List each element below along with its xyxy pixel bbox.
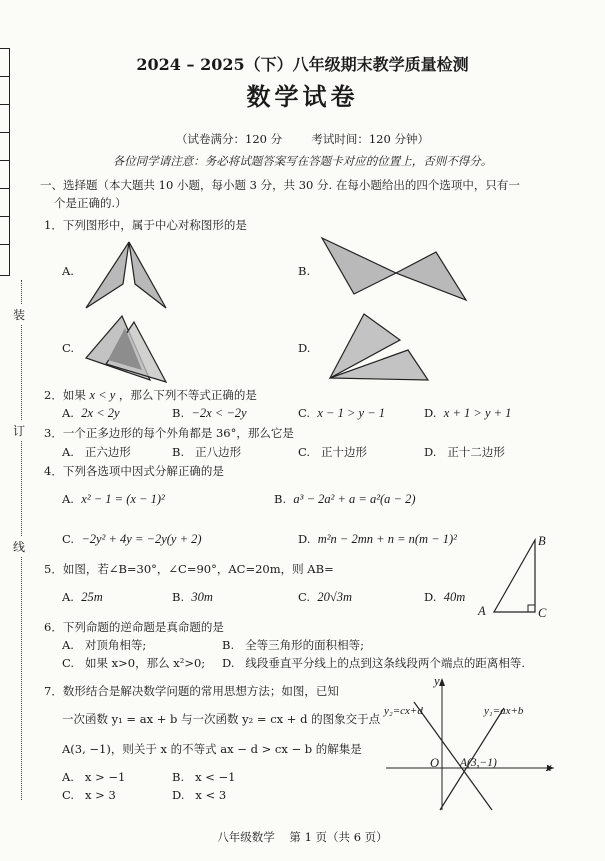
q1-option-d-label: D. <box>298 341 311 355</box>
q5-option-d <box>424 590 465 604</box>
q4-option-a <box>62 492 165 506</box>
q4-option-a-value: x² − 1 = (x − 1)² <box>81 492 165 506</box>
q7-origin-label: O <box>430 756 440 770</box>
q5-option-b-value: 30m <box>191 590 213 604</box>
q7-line3: A(3, −1)，则关于 x 的不等式 ax − d > cx − b 的解集是 <box>62 742 362 756</box>
q4-stem: 4．下列各选项中因式分解正确的是 <box>44 464 224 478</box>
q5-option-b-label: B. <box>172 590 185 604</box>
q7-y1-label: y₁=ax+b <box>484 705 524 717</box>
q1-figure-b <box>318 236 472 304</box>
q7-option-c: C. x > 3 <box>62 788 116 802</box>
q2-option-c-value: x − 1 > y − 1 <box>317 406 386 420</box>
q6-option-d: D. 线段垂直平分线上的点到这条线段两个端点的距离相等. <box>222 656 526 670</box>
q3-option-d: D. 正十二边形 <box>424 445 505 459</box>
q7-line1: 7．数形结合是解决数学问题的常用思想方法；如图，已知 <box>44 684 339 698</box>
q2-option-d-label: D. <box>424 406 437 420</box>
q4-option-d-label: D. <box>298 532 311 546</box>
q5-option-d-label: D. <box>424 590 437 604</box>
q5-option-d-value: 40m <box>443 590 466 604</box>
q4-option-d-value: m²n − 2mn + n = n(m − 1)² <box>317 532 457 546</box>
q5-option-c <box>298 590 352 604</box>
q3-option-a: A. 正六边形 <box>62 445 131 459</box>
q7-option-a: A. x > −1 <box>62 770 126 784</box>
section1-line2: 个是正确的.） <box>54 196 127 210</box>
q7-line2: 一次函数 y₁ = ax + b 与一次函数 y₂ = cx + d 的图象交于点 <box>62 712 381 726</box>
q1a-left-wing <box>86 242 129 308</box>
notice: 各位同学请注意：务必将试题答案写在答题卡对应的位置上，否则不得分。 <box>112 154 493 168</box>
q3-stem: 3．一个正多边形的每个外角都是 36°，那么它是 <box>44 426 294 440</box>
q4-option-c-label: C. <box>62 532 75 546</box>
q4-option-b-value: a³ − 2a² + a = a²(a − 2) <box>293 492 416 506</box>
q1-figure-c <box>84 314 176 386</box>
q6-option-a: A. 对顶角相等; <box>62 638 147 652</box>
q1-option-c-label: C. <box>62 341 75 355</box>
q7-option-b: B. x < −1 <box>172 770 236 784</box>
q2-option-a-label: A. <box>62 406 74 420</box>
q2-option-b-label: B. <box>172 406 185 420</box>
q1-option-a-label: A. <box>62 264 74 278</box>
q2-stem-pre: 2．如果 <box>44 388 86 402</box>
q4-option-b-label: B. <box>274 492 287 506</box>
q5-right-angle-mark <box>528 605 535 612</box>
q2-stem-condition: x < y <box>89 388 116 402</box>
q2-stem <box>44 388 257 402</box>
binding-row <box>0 216 9 217</box>
q5-option-a-label: A. <box>62 590 74 604</box>
q1-option-b-label: B. <box>298 264 311 278</box>
exam-title: 2024 – 2025（下）八年级期末教学质量检测 <box>136 55 469 74</box>
q7-y-label: y <box>434 674 440 688</box>
q2-option-c <box>298 406 385 420</box>
q2-option-a <box>62 406 120 420</box>
q1-figure-a <box>84 240 174 312</box>
q7-option-d: D. x < 3 <box>172 788 227 802</box>
subject-title: 数学试卷 <box>246 82 359 111</box>
q4-option-b <box>274 492 415 506</box>
q4-option-c-value: −2y² + 4y = −2y(y + 2) <box>81 532 202 546</box>
q2-option-b-value: −2x < −2y <box>191 406 247 420</box>
q6-stem: 6．下列命题的逆命题是真命题的是 <box>44 620 224 634</box>
q5-option-c-label: C. <box>298 590 311 604</box>
q5-vertex-b: B <box>538 534 546 548</box>
q7-point-label: A(3,−1) <box>460 757 497 769</box>
q5-option-b <box>172 590 213 604</box>
q5-stem: 5．如图，若∠B=30°，∠C=90°，AC=20m，则 AB= <box>44 562 334 576</box>
q1-stem: 1．下列图形中，属于中心对称图形的是 <box>44 218 247 232</box>
q5-triangle <box>494 540 535 612</box>
binding-char-ding: 订 <box>13 420 25 441</box>
q1a-right-wing <box>129 242 166 308</box>
q2-option-c-label: C. <box>298 406 311 420</box>
q4-option-c <box>62 532 202 546</box>
q2-option-a-value: 2x < 2y <box>81 406 120 420</box>
binding-row <box>0 188 9 189</box>
q6-option-c: C. 如果 x>0，那么 x²>0; <box>62 656 206 670</box>
binding-row <box>0 244 9 245</box>
q1b-right-triangle <box>396 252 466 300</box>
q7-x-label: x <box>546 760 552 774</box>
binding-row <box>0 76 9 77</box>
page-footer: 八年级数学 第 1 页（共 6 页） <box>217 830 388 844</box>
q5-option-c-value: 20√3m <box>317 590 352 604</box>
section1-line1: 一、选择题（本大题共 10 小题，每小题 3 分，共 30 分. 在每小题给出的四个选项中，只有一 <box>40 178 520 192</box>
q2-option-d <box>424 406 511 420</box>
q2-option-d-value: x + 1 > y + 1 <box>443 406 512 420</box>
binding-row <box>0 104 9 105</box>
q4-option-d <box>298 532 457 546</box>
exam-meta: （试卷满分：120 分 考试时间：120 分钟） <box>176 132 429 146</box>
binding-char-zhuang: 装 <box>13 304 25 325</box>
q2-option-b <box>172 406 247 420</box>
q1b-left-triangle <box>322 238 396 294</box>
q2-stem-post: ，那么下列不等式正确的是 <box>118 388 257 402</box>
q5-option-a-value: 25m <box>81 590 103 604</box>
q3-option-b: B. 正八边形 <box>172 445 242 459</box>
q3-option-c: C. 正十边形 <box>298 445 368 459</box>
q6-option-b: B. 全等三角形的面积相等; <box>222 638 364 652</box>
q1-figure-d <box>316 312 434 388</box>
q5-vertex-a: A <box>478 604 486 618</box>
q7-function-graph <box>380 672 560 814</box>
q5-option-a <box>62 590 103 604</box>
q4-option-a-label: A. <box>62 492 74 506</box>
binding-char-xian: 线 <box>13 536 25 557</box>
q5-vertex-c: C <box>538 606 547 620</box>
q7-y2-label: y₂=cx+d <box>384 705 423 717</box>
